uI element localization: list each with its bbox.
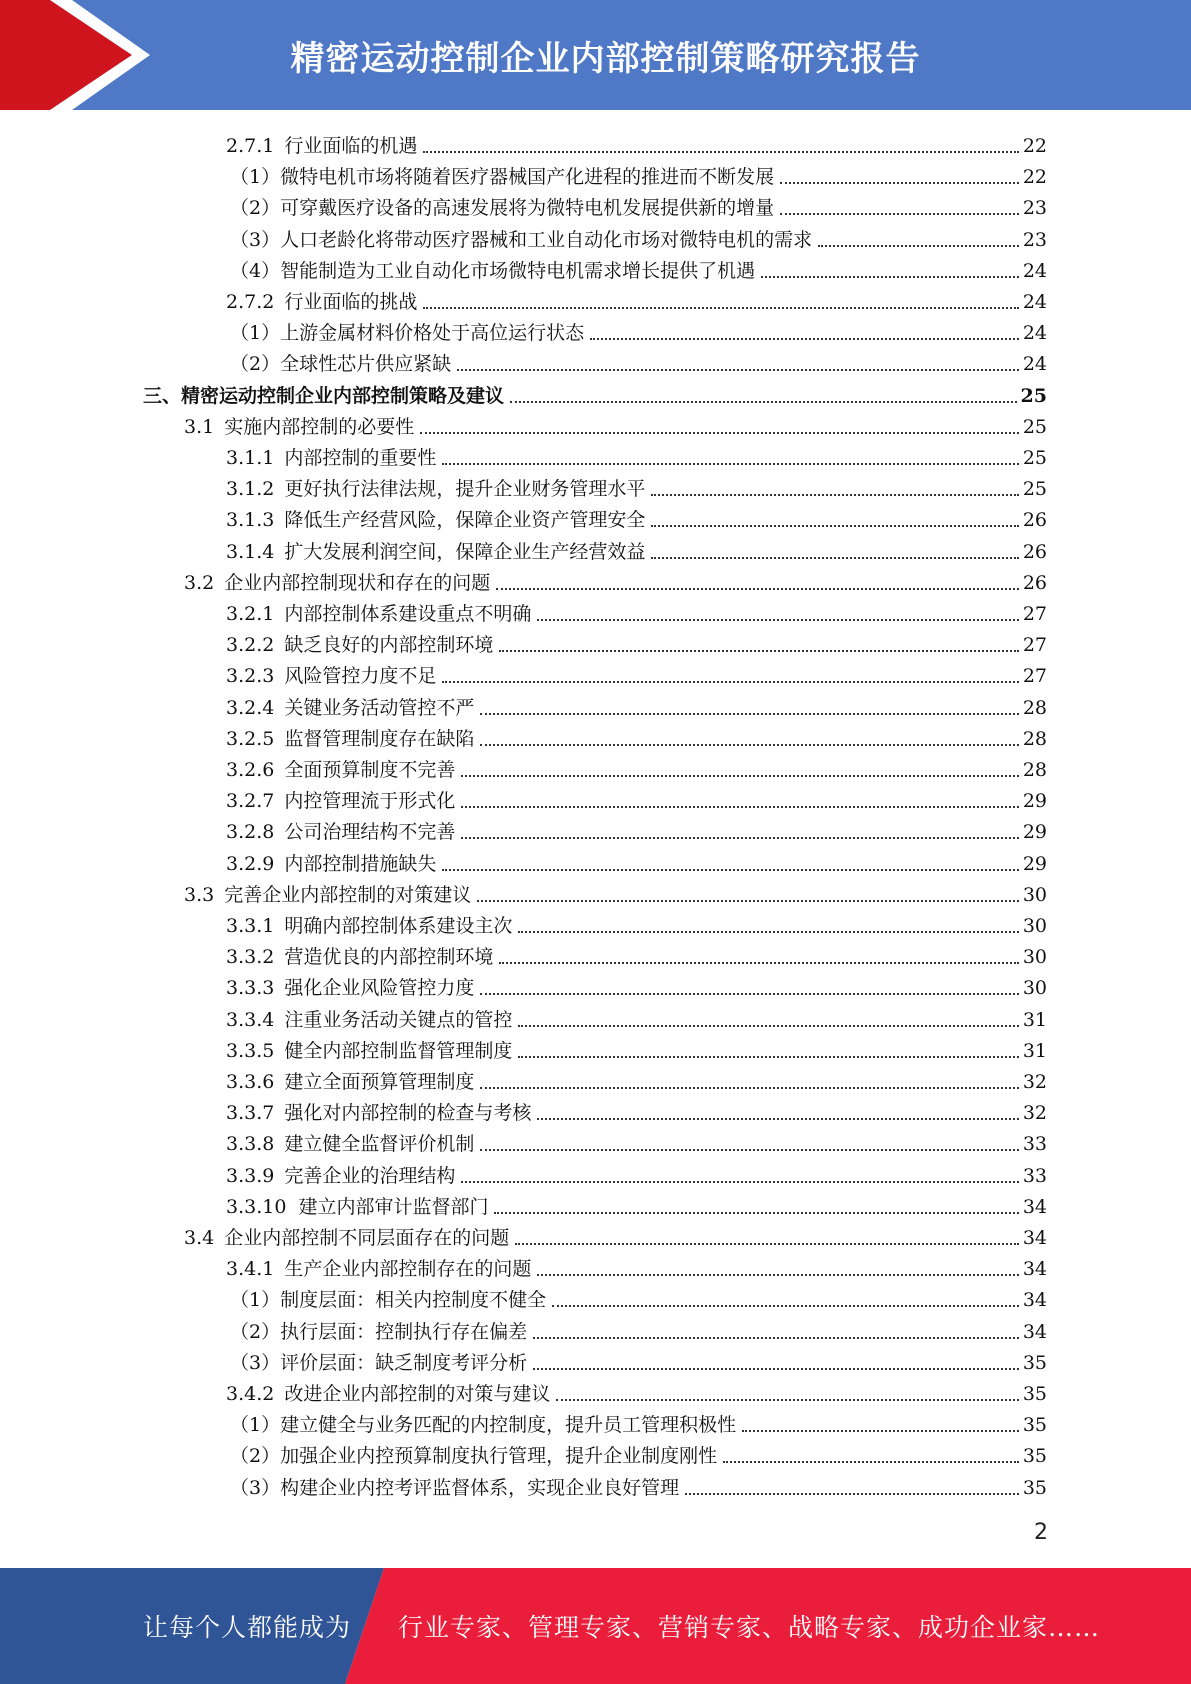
toc-entry-title: 制度层面：相关内控制度不健全 xyxy=(280,1289,547,1312)
toc-dot-leader xyxy=(423,307,1018,309)
toc-entry-page: 29 xyxy=(1022,790,1047,813)
toc-entry[interactable] xyxy=(230,314,1047,345)
toc-entry[interactable] xyxy=(226,1125,1047,1156)
page-header xyxy=(0,0,1191,110)
toc-dot-leader xyxy=(477,900,1019,902)
toc-entry-number: 3.3.10 xyxy=(226,1195,287,1218)
toc-entry-title: 更好执行法律法规，提升企业财务管理水平 xyxy=(284,478,646,501)
toc-dot-leader xyxy=(420,432,1019,434)
toc-entry-number: 3.4.1 xyxy=(226,1258,275,1281)
toc-entry-number: （1） xyxy=(230,1414,281,1437)
toc-entry-title: 构建企业内控考评监督体系，实现企业良好管理 xyxy=(280,1476,680,1499)
toc-entry-page: 22 xyxy=(1022,166,1047,189)
toc-dot-leader xyxy=(515,1243,1019,1245)
toc-entry-label xyxy=(143,384,504,408)
toc-entry[interactable] xyxy=(230,1406,1047,1437)
toc-entry-page: 26 xyxy=(1022,571,1047,594)
toc-entry-page: 35 xyxy=(1022,1476,1047,1499)
toc-entry[interactable] xyxy=(230,1469,1047,1500)
toc-entry-number: 3.1.3 xyxy=(226,509,275,532)
toc-entry-page: 30 xyxy=(1022,946,1047,969)
toc-entry-title: 强化对内部控制的检查与考核 xyxy=(284,1102,532,1125)
toc-entry[interactable] xyxy=(226,1094,1047,1125)
page-number: 2 xyxy=(1034,1520,1048,1545)
toc-entry-page: 34 xyxy=(1022,1195,1047,1218)
toc-entry-label xyxy=(230,321,584,345)
toc-entry[interactable] xyxy=(226,689,1047,720)
toc-entry-number: 3.2.5 xyxy=(226,727,275,750)
toc-entry-label xyxy=(226,1070,474,1094)
toc-entry-title: 执行层面：控制执行存在偏差 xyxy=(280,1320,528,1343)
toc-dot-leader xyxy=(461,1181,1018,1183)
toc-entry-title: 完善企业内部控制的对策建议 xyxy=(224,883,472,906)
toc-entry[interactable] xyxy=(230,189,1047,220)
toc-entry-label xyxy=(230,352,451,376)
toc-entry-page: 29 xyxy=(1022,852,1047,875)
toc-entry-page: 32 xyxy=(1022,1102,1047,1125)
toc-entry[interactable] xyxy=(226,1001,1047,1032)
toc-entry-number: 3.2 xyxy=(184,571,215,594)
toc-dot-leader xyxy=(742,1430,1019,1432)
toc-entry-label xyxy=(226,1195,488,1219)
toc-dot-leader xyxy=(780,213,1019,215)
toc-entry-number: （4） xyxy=(230,259,281,282)
toc-entry-label xyxy=(226,758,455,782)
toc-entry-label xyxy=(230,1351,527,1375)
toc-entry[interactable] xyxy=(226,1250,1047,1281)
toc-entry-page: 24 xyxy=(1022,353,1047,376)
toc-entry[interactable] xyxy=(143,377,1047,408)
toc-entry-title: 风险管控力度不足 xyxy=(284,665,437,688)
toc-entry-title: 强化企业风险管控力度 xyxy=(284,977,475,1000)
toc-dot-leader xyxy=(518,931,1018,933)
toc-entry-label xyxy=(230,165,774,189)
toc-entry[interactable] xyxy=(226,626,1047,657)
toc-entry-title: 智能制造为工业自动化市场微特电机需求增长提供了机遇 xyxy=(280,259,756,282)
toc-dot-leader xyxy=(537,619,1018,621)
toc-entry-page: 24 xyxy=(1022,322,1047,345)
toc-entry[interactable] xyxy=(226,813,1047,844)
toc-entry-number: （2） xyxy=(230,1445,281,1468)
toc-entry-page: 32 xyxy=(1022,1071,1047,1093)
toc-dot-leader xyxy=(651,557,1018,559)
toc-entry-number: （1） xyxy=(230,322,281,345)
toc-entry-page: 33 xyxy=(1022,1164,1047,1187)
toc-entry-title: 缺乏良好的内部控制环境 xyxy=(284,634,494,657)
toc-entry-title: 降低生产经营风险，保障企业资产管理安全 xyxy=(284,509,646,532)
toc-dot-leader xyxy=(461,806,1018,808)
toc-entry-title: 健全内部控制监督管理制度 xyxy=(284,1039,513,1062)
toc-entry-page: 33 xyxy=(1022,1133,1047,1156)
toc-entry-page: 34 xyxy=(1022,1258,1047,1281)
toc-dot-leader xyxy=(518,1025,1018,1027)
toc-entry-title: 完善企业的治理结构 xyxy=(284,1164,456,1187)
toc-entry-label xyxy=(184,571,490,595)
toc-entry-number: （2） xyxy=(230,197,281,220)
toc-dot-leader xyxy=(442,463,1018,465)
toc-entry-page: 34 xyxy=(1022,1227,1047,1249)
toc-dot-leader xyxy=(537,1118,1018,1120)
toc-dot-leader xyxy=(496,588,1019,590)
toc-entry-page: 35 xyxy=(1022,1414,1047,1437)
toc-entry-label xyxy=(226,540,645,564)
toc-entry[interactable] xyxy=(226,657,1047,688)
toc-entry-number: 3.1.4 xyxy=(226,540,275,563)
toc-entry-number: 3.3.6 xyxy=(226,1071,275,1093)
toc-entry-number: 三、 xyxy=(143,384,182,407)
toc-dot-leader xyxy=(461,775,1018,777)
toc-entry[interactable] xyxy=(230,252,1047,283)
toc-entry-number: 3.3.4 xyxy=(226,1008,275,1031)
toc-entry-number: 3.2.3 xyxy=(226,665,275,688)
toc-dot-leader xyxy=(556,1399,1018,1401)
toc-entry-page: 23 xyxy=(1022,228,1047,251)
toc-entry-label xyxy=(184,415,414,439)
toc-dot-leader xyxy=(480,744,1018,746)
toc-dot-leader xyxy=(537,1274,1018,1276)
toc-entry[interactable] xyxy=(226,720,1047,751)
toc-entry-number: 3.4 xyxy=(184,1227,215,1249)
toc-entry-label xyxy=(230,1320,527,1344)
toc-entry-title: 企业内部控制现状和存在的问题 xyxy=(224,571,491,594)
toc-dot-leader xyxy=(761,276,1019,278)
toc-entry[interactable] xyxy=(226,782,1047,813)
toc-entry-label xyxy=(226,290,417,314)
toc-entry-number: 3.3.9 xyxy=(226,1164,275,1187)
toc-entry-label xyxy=(230,196,774,220)
toc-entry-title: 内控管理流于形式化 xyxy=(284,790,456,813)
toc-entry-title: 加强企业内控预算制度执行管理，提升企业制度刚性 xyxy=(280,1445,718,1468)
toc-entry-title: 行业面临的挑战 xyxy=(284,291,418,313)
toc-dot-leader xyxy=(480,993,1018,995)
toc-entry-label xyxy=(226,508,645,532)
report-title: 精密运动控制企业内部控制策略研究报告 xyxy=(290,38,921,79)
toc-entry-title: 建立内部审计监督部门 xyxy=(298,1195,489,1218)
toc-entry-page: 30 xyxy=(1022,977,1047,1000)
toc-dot-leader xyxy=(480,1149,1018,1151)
toc-entry-page: 26 xyxy=(1022,540,1047,563)
toc-entry-label xyxy=(226,727,474,751)
toc-dot-leader xyxy=(442,869,1018,871)
toc-entry-number: （2） xyxy=(230,1320,281,1343)
toc-entry-title: 微特电机市场将随着医疗器械国产化进程的推进而不断发展 xyxy=(280,166,775,189)
toc-entry-number: 3.2.4 xyxy=(226,696,275,719)
toc-entry-label xyxy=(184,883,471,907)
toc-entry-label xyxy=(226,1164,455,1188)
toc-dot-leader xyxy=(590,338,1019,340)
toc-entry[interactable] xyxy=(226,501,1047,532)
toc-entry-number: （3） xyxy=(230,1351,281,1374)
toc-entry-title: 人口老龄化将带动医疗器械和工业自动化市场对微特电机的需求 xyxy=(280,228,813,251)
toc-dot-leader xyxy=(457,369,1019,371)
toc-dot-leader xyxy=(494,1212,1018,1214)
toc-entry-page: 30 xyxy=(1022,883,1047,906)
toc-entry-page: 25 xyxy=(1022,447,1047,469)
toc-entry-label xyxy=(226,945,493,969)
toc-entry-page: 23 xyxy=(1022,197,1047,220)
toc-entry-number: 3.4.2 xyxy=(226,1383,275,1405)
toc-dot-leader xyxy=(818,245,1019,247)
toc-entry-title: 内部控制的重要性 xyxy=(284,447,437,469)
toc-entry-title: 扩大发展利润空间，保障企业生产经营效益 xyxy=(284,540,646,563)
toc-entry[interactable] xyxy=(230,1437,1047,1468)
toc-entry-title: 精密运动控制企业内部控制策略及建议 xyxy=(181,384,505,407)
toc-entry-title: 监督管理制度存在缺陷 xyxy=(284,727,475,750)
toc-dot-leader xyxy=(461,837,1018,839)
toc-entry-label xyxy=(226,1382,550,1406)
toc-entry-title: 改进企业内部控制的对策与建议 xyxy=(284,1383,551,1405)
toc-entry-number: 3.2.6 xyxy=(226,759,275,781)
toc-entry[interactable] xyxy=(230,345,1047,376)
toc-dot-leader xyxy=(651,494,1018,496)
toc-entry-title: 关键业务活动管控不严 xyxy=(284,696,475,719)
toc-entry-number: （1） xyxy=(230,166,281,189)
toc-entry-page: 31 xyxy=(1022,1039,1047,1062)
toc-entry-number: 3.3.8 xyxy=(226,1133,275,1156)
toc-entry-title: 可穿戴医疗设备的高速发展将为微特电机发展提供新的增量 xyxy=(280,197,775,220)
toc-entry-page: 25 xyxy=(1022,415,1047,438)
toc-entry-title: 注重业务活动关键点的管控 xyxy=(284,1008,513,1031)
toc-entry-label xyxy=(226,696,474,720)
toc-entry[interactable] xyxy=(226,470,1047,501)
toc-entry-page: 34 xyxy=(1022,1320,1047,1343)
toc-entry-title: 生产企业内部控制存在的问题 xyxy=(284,1258,532,1281)
toc-entry-label xyxy=(230,228,812,252)
toc-entry[interactable] xyxy=(230,158,1047,189)
toc-entry-number: 3.3.5 xyxy=(226,1039,275,1062)
toc-entry-title: 上游金属材料价格处于高位运行状态 xyxy=(280,322,585,345)
toc-entry-label xyxy=(226,446,436,470)
toc-entry-number: 2.7.2 xyxy=(226,291,275,313)
toc-entry[interactable] xyxy=(226,751,1047,782)
toc-entry-number: （2） xyxy=(230,353,281,376)
toc-dot-leader xyxy=(480,713,1018,715)
toc-entry-page: 29 xyxy=(1022,821,1047,844)
toc-entry-number: （3） xyxy=(230,228,281,251)
toc-entry-label xyxy=(226,477,645,501)
toc-entry-number: 3.3 xyxy=(184,883,215,906)
toc-dot-leader xyxy=(499,650,1018,652)
toc-entry-number: 3.2.9 xyxy=(226,852,275,875)
toc-entry-label xyxy=(230,1413,736,1437)
toc-entry-label xyxy=(226,1008,512,1032)
toc-entry[interactable] xyxy=(226,439,1047,470)
toc-entry-title: 营造优良的内部控制环境 xyxy=(284,946,494,969)
toc-dot-leader xyxy=(533,1337,1019,1339)
toc-entry-title: 内部控制体系建设重点不明确 xyxy=(284,603,532,625)
footer-slogan-left: 让每个人都能成为 xyxy=(143,1613,352,1642)
toc-entry[interactable] xyxy=(184,564,1047,595)
toc-entry-label xyxy=(226,602,531,626)
toc-entry[interactable] xyxy=(226,907,1047,938)
toc-entry[interactable] xyxy=(226,845,1047,876)
toc-dot-leader xyxy=(480,1087,1018,1089)
toc-entry-page: 28 xyxy=(1022,727,1047,750)
toc-entry-label xyxy=(230,1444,717,1468)
toc-entry[interactable] xyxy=(230,1281,1047,1312)
toc-dot-leader xyxy=(780,182,1019,184)
toc-entry-number: 3.2.2 xyxy=(226,634,275,657)
toc-entry[interactable] xyxy=(230,221,1047,252)
toc-entry-number: （1） xyxy=(230,1289,281,1312)
toc-entry-label xyxy=(226,633,493,657)
toc-entry-number: 3.2.1 xyxy=(226,603,275,625)
toc-dot-leader xyxy=(723,1461,1019,1463)
toc-entry-label xyxy=(230,1476,679,1500)
toc-entry-page: 30 xyxy=(1022,915,1047,937)
toc-entry-page: 27 xyxy=(1022,665,1047,688)
toc-entry[interactable] xyxy=(226,1375,1047,1406)
toc-dot-leader xyxy=(518,1056,1018,1058)
toc-dot-leader xyxy=(651,525,1018,527)
toc-entry-number: 2.7.1 xyxy=(226,135,275,157)
toc-entry-title: 全面预算制度不完善 xyxy=(284,759,456,781)
toc-entry-number: 3.1.2 xyxy=(226,478,275,501)
toc-entry-label xyxy=(226,1039,512,1063)
toc-entry-label xyxy=(226,820,455,844)
toc-entry-label xyxy=(230,259,755,283)
toc-entry-page: 31 xyxy=(1022,1008,1047,1031)
toc-entry[interactable] xyxy=(184,408,1047,439)
toc-entry-number: 3.3.1 xyxy=(226,915,275,937)
toc-dot-leader xyxy=(685,1493,1019,1495)
toc-entry[interactable] xyxy=(230,1344,1047,1375)
toc-entry-number: （3） xyxy=(230,1476,281,1499)
toc-entry-page: 34 xyxy=(1022,1289,1047,1312)
toc-entry-title: 全球性芯片供应紧缺 xyxy=(280,353,452,376)
toc-entry[interactable] xyxy=(226,1188,1047,1219)
toc-entry-page: 24 xyxy=(1022,259,1047,282)
toc-entry-label xyxy=(226,976,474,1000)
toc-entry-label xyxy=(226,1132,474,1156)
toc-entry-label xyxy=(226,852,436,876)
toc-entry[interactable] xyxy=(226,595,1047,626)
toc-entry-number: 3.2.8 xyxy=(226,821,275,844)
toc-entry-number: 3.3.7 xyxy=(226,1102,275,1125)
toc-entry-title: 明确内部控制体系建设主次 xyxy=(284,915,513,937)
toc-entry[interactable] xyxy=(226,1157,1047,1188)
toc-dot-leader xyxy=(423,151,1018,153)
toc-entry-page: 27 xyxy=(1022,634,1047,657)
toc-entry-page: 28 xyxy=(1022,696,1047,719)
toc-entry-number: 3.1 xyxy=(184,415,215,438)
toc-entry-page: 25 xyxy=(1022,478,1047,501)
toc-entry[interactable] xyxy=(226,1063,1047,1094)
toc-entry-title: 建立全面预算管理制度 xyxy=(284,1071,475,1093)
toc-dot-leader xyxy=(552,1305,1019,1307)
toc-entry[interactable] xyxy=(226,283,1047,314)
toc-entry-number: 3.2.7 xyxy=(226,790,275,813)
toc-entry-title: 建立健全与业务匹配的内控制度，提升员工管理积极性 xyxy=(280,1414,737,1437)
toc-entry-label xyxy=(226,1257,531,1281)
toc-entry-label xyxy=(184,1226,509,1250)
toc-entry-title: 实施内部控制的必要性 xyxy=(224,415,415,438)
toc-entry[interactable] xyxy=(184,1219,1047,1250)
toc-entry-label xyxy=(230,1288,546,1312)
toc-entry-number: 3.1.1 xyxy=(226,447,275,469)
toc-dot-leader xyxy=(510,401,1017,403)
toc-entry-page: 24 xyxy=(1022,291,1047,313)
toc-entry-page: 22 xyxy=(1022,135,1047,157)
toc-entry-title: 行业面临的机遇 xyxy=(284,135,418,157)
toc-entry[interactable] xyxy=(226,969,1047,1000)
toc-entry-page: 28 xyxy=(1022,759,1047,781)
toc-entry-page: 27 xyxy=(1022,603,1047,625)
toc-entry-number: 3.3.3 xyxy=(226,977,275,1000)
toc-dot-leader xyxy=(442,681,1018,683)
toc-dot-leader xyxy=(499,962,1018,964)
toc-entry[interactable] xyxy=(230,1313,1047,1344)
toc-entry[interactable] xyxy=(226,1032,1047,1063)
footer-slogan-right: 行业专家、管理专家、营销专家、战略专家、成功企业家…… xyxy=(398,1613,1101,1642)
toc-entry-page: 35 xyxy=(1022,1383,1047,1405)
toc-entry-label xyxy=(226,664,436,688)
toc-entry-title: 评价层面：缺乏制度考评分析 xyxy=(280,1351,528,1374)
toc-dot-leader xyxy=(533,1368,1019,1370)
toc-entry[interactable] xyxy=(226,127,1047,158)
toc-entry-label xyxy=(226,914,512,938)
toc-entry-title: 企业内部控制不同层面存在的问题 xyxy=(224,1227,510,1249)
page-footer xyxy=(0,1568,1191,1684)
toc-entry-label xyxy=(226,789,455,813)
toc-entry-label xyxy=(226,134,417,158)
toc-entry-title: 内部控制措施缺失 xyxy=(284,852,437,875)
toc-entry-page: 35 xyxy=(1022,1445,1047,1468)
toc-entry-page: 26 xyxy=(1022,509,1047,532)
toc-entry[interactable] xyxy=(184,876,1047,907)
toc-entry-number: 3.3.2 xyxy=(226,946,275,969)
toc-entry[interactable] xyxy=(226,533,1047,564)
toc-entry-label xyxy=(226,1101,531,1125)
toc-entry-title: 建立健全监督评价机制 xyxy=(284,1133,475,1156)
toc-entry-page: 35 xyxy=(1022,1351,1047,1374)
toc-entry[interactable] xyxy=(226,938,1047,969)
toc-entry-title: 公司治理结构不完善 xyxy=(284,821,456,844)
toc-entry-page: 25 xyxy=(1020,384,1047,407)
